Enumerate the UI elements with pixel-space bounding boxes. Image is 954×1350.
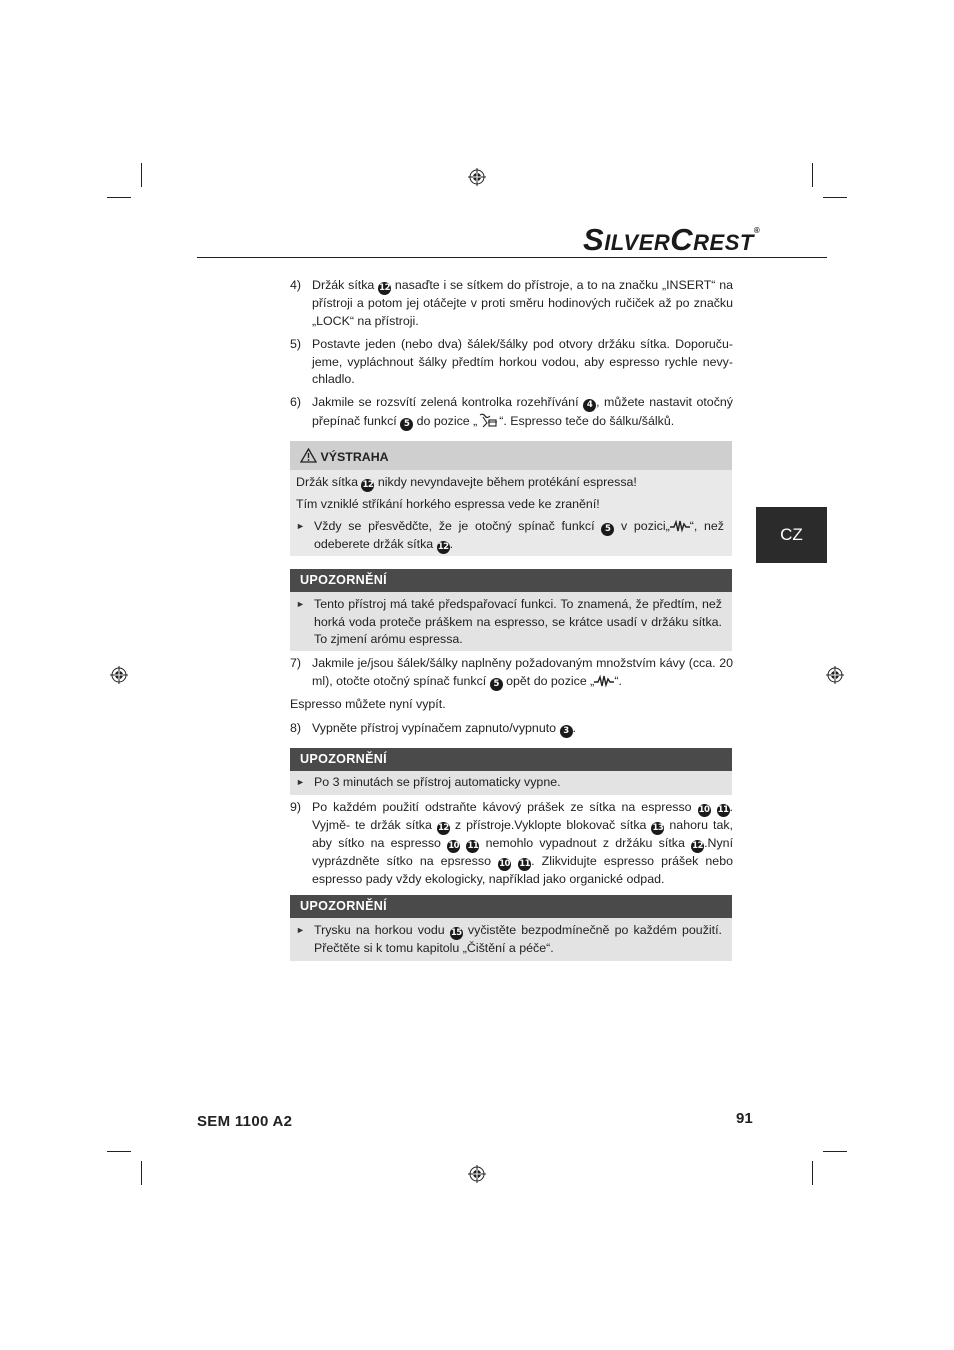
part-number-badge: 15 xyxy=(450,928,462,938)
part-number-badge: 10 xyxy=(448,841,460,851)
pump-wave-icon xyxy=(594,674,614,688)
step-6: 6) Jakmile se rozsvítí zelená kontrolka rozehřívání 4 , můžete nastavit otočný přepínač funkcí 5 do pozice „ “. Espresso teče do šálku/šálků. xyxy=(290,395,733,429)
step-5 xyxy=(290,336,733,389)
part-number-badge: 5 xyxy=(400,418,413,431)
part-number-badge: 10 xyxy=(499,859,510,869)
crop-mark xyxy=(823,1151,847,1152)
crop-mark xyxy=(823,197,847,198)
part-number-badge: 12 xyxy=(437,541,449,552)
part-number-badge: 12 xyxy=(437,823,449,833)
step-text: Postavte jeden (nebo dva) šálek/šálky pod otvory držáku sítka. Doporuču- jeme, vypláchnout šálky předtím horkou vodou, aby espresso rychle nevy- chladlo. xyxy=(312,337,733,386)
page-number: 91 xyxy=(736,1110,753,1127)
part-number-badge: 5 xyxy=(601,523,614,536)
part-number-badge: 4 xyxy=(583,399,596,412)
language-tab: CZ xyxy=(756,507,827,563)
bullet-arrow-icon: ► xyxy=(296,777,305,787)
crop-mark xyxy=(812,163,813,187)
part-number-badge: 13 xyxy=(652,823,664,833)
espresso-ready-text: Espresso můžete nyní vypít. xyxy=(290,697,446,711)
registration-mark-icon xyxy=(826,666,844,684)
step-number: 8) xyxy=(290,721,302,735)
bullet-arrow-icon: ► xyxy=(296,925,305,935)
warning-title: VÝSTRAHA xyxy=(320,450,389,464)
pump-wave-icon xyxy=(670,519,690,533)
part-number-badge: 11 xyxy=(467,841,479,851)
part-number-badge: 12 xyxy=(692,841,704,851)
part-number-badge: 11 xyxy=(519,859,531,869)
bullet-arrow-icon: ► xyxy=(296,599,305,609)
crop-mark xyxy=(141,163,142,187)
notice-header: UPOZORNĚNÍ xyxy=(290,748,732,771)
step-7: 7) Jakmile je/jsou šálek/šálky naplněny požadovaným množstvím kávy (cca. 20 ml), otočte otočný spínač funkcí 5 opět do pozice „ “. xyxy=(290,656,733,689)
step-number: 7) xyxy=(290,656,302,670)
notice-body: ► Trysku na horkou vodu 15 vyčistěte bezpodmínečně po každém použití. Přečtěte si k tomu kapitolu „Čištění a péče“. xyxy=(290,918,732,961)
registration-mark-icon xyxy=(110,666,128,684)
step-number: 9) xyxy=(290,800,302,814)
registration-mark-icon xyxy=(468,168,486,186)
part-number-badge: 12 xyxy=(379,283,390,293)
crop-mark xyxy=(812,1161,813,1185)
step-number: 6) xyxy=(290,395,302,409)
registration-mark-icon xyxy=(468,1165,486,1183)
bullet-arrow-icon: ► xyxy=(296,520,305,531)
step-number: 4) xyxy=(290,278,302,292)
crop-mark xyxy=(107,1151,131,1152)
model-number: SEM 1100 A2 xyxy=(197,1113,293,1130)
notice-body xyxy=(290,771,732,795)
notice-header: UPOZORNĚNÍ xyxy=(290,895,732,918)
crop-mark xyxy=(107,197,131,198)
warning-bullet: ► Vždy se přesvědčte, že je otočný spínač funkcí 5 v pozici„ “, než odeberete držák sítka 12. xyxy=(296,518,724,552)
warning-header xyxy=(290,441,732,470)
part-number-badge: 10 xyxy=(698,805,710,815)
warning-triangle-icon xyxy=(300,448,317,463)
warning-line: Tím vzniklé stříkání horkého espressa vede ke zranění! xyxy=(296,497,600,511)
part-number-badge: 12 xyxy=(362,480,374,490)
part-number-badge: 11 xyxy=(717,805,729,815)
notice-header: UPOZORNĚNÍ xyxy=(290,569,732,592)
part-number-badge: 5 xyxy=(490,678,503,691)
brand-logo: SILVERCREST® xyxy=(583,222,761,257)
step-number: 5) xyxy=(290,337,302,351)
steam-cup-icon xyxy=(477,412,499,428)
notice-text: Tento přístroj má také předspařovací funkci. To znamená, že předtím, než horká voda proteče práškem na espresso, se krátce usadí v držáku sítka. To zjmení arómu espressa. xyxy=(314,597,722,646)
header-rule xyxy=(197,257,827,258)
warning-body: Držák sítka 12 nikdy nevyndavejte během protékání espressa! Tím vzniklé stříkání horkého espressa vede ke zranění! ► Vždy se přesvědčte, že je otočný spínač funkcí 5 v pozici„ “, než odeberete držák sítka 12. xyxy=(296,475,724,552)
part-number-badge: 3 xyxy=(560,725,573,738)
step-9: 9) Po každém použití odstraňte kávový prášek ze sítka na espresso 10 11. Vyjmě- te držák sítka 12 z přístroje.Vyklopte blokovač sítka 13 nahoru tak, aby sítko na espresso 10 11 nemohlo vypadnout z držáku sítka 12.Nyní vyprázdněte sítko na epsresso 10 11. Zlikvidujte espresso prášek nebo espresso pady vždy ekologicky, například jako organické odpad. xyxy=(290,800,734,886)
step-4: 4) Držák sítka 12 nasaďte i se sítkem do přístroje, a to na značku „INSERT“ na přístroji a potom jej otáčejte v proti směru hodinových ručiček až po značku „LOCK“ na přístroji. xyxy=(290,278,733,328)
notice-body xyxy=(290,592,732,651)
notice-text: Po 3 minutách se přístroj automaticky vypne. xyxy=(314,775,561,789)
step-8: 8) Vypněte přístroj vypínačem zapnuto/vypnuto 3 . xyxy=(290,721,576,736)
crop-mark xyxy=(141,1161,142,1185)
